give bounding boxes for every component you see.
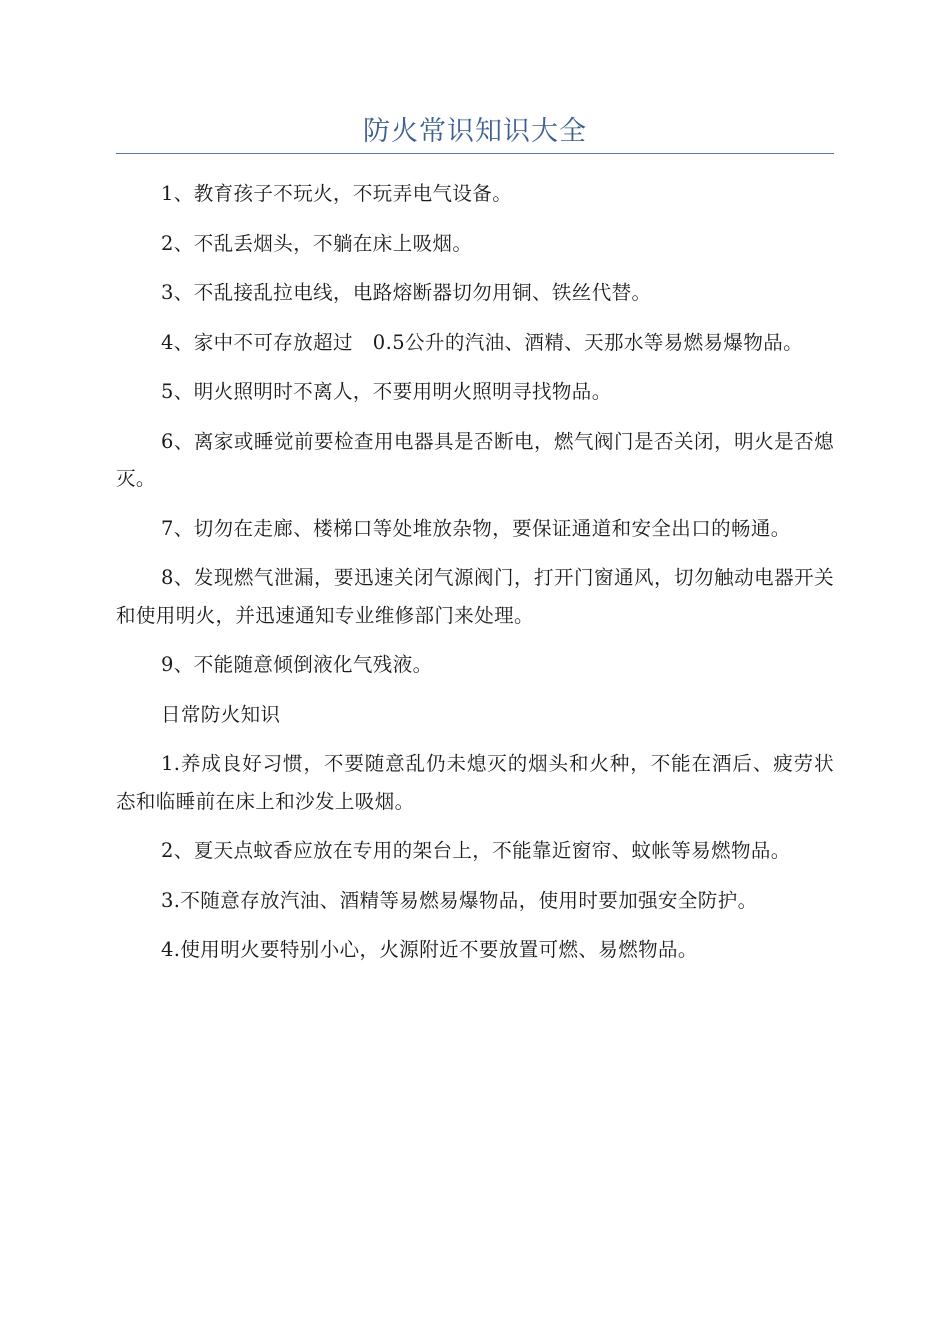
paragraph-1: 1、教育孩子不玩火，不玩弄电气设备。 [161,182,513,205]
paragraph-5: 5、明火照明时不离人，不要用明火照明寻找物品。 [161,380,612,403]
paragraph-8: 8、发现燃气泄漏，要迅速关闭气源阀门，打开门窗通风，切勿触动电器开关和使用明火，并迅速通知专业维修部门来处理。 [116,566,834,627]
paragraph-3: 3、不乱接乱拉电线，电路熔断器切勿用铜、铁丝代替。 [161,281,652,304]
section-heading-daily-fire-safety: 日常防火知识 [161,702,281,726]
paragraph-7: 7、切勿在走廊、楼梯口等处堆放杂物，要保证通道和安全出口的畅通。 [161,516,791,540]
paragraph-6: 6、离家或睡觉前要检查用电器具是否断电，燃气阀门是否关闭，明火是否熄灭。 [116,429,834,490]
paragraph-2: 2、不乱丢烟头，不躺在床上吸烟。 [161,231,473,255]
daily-tip-2: 2、夏天点蚊香应放在专用的架台上，不能靠近窗帘、蚊帐等易燃物品。 [161,839,791,862]
daily-tip-1: 1.养成良好习惯，不要随意乱仍未熄灭的烟头和火种，不能在酒后、疲劳状态和临睡前在床上和沙发上吸烟。 [116,752,834,813]
paragraph-9: 9、不能随意倾倒液化气残液。 [161,653,433,676]
daily-tip-3: 3.不随意存放汽油、酒精等易燃易爆物品，使用时要加强安全防护。 [161,888,758,912]
page-title: 防火常识知识大全 [363,116,587,147]
paragraph-4: 4、家中不可存放超过 0.5公升的汽油、酒精、天那水等易燃易爆物品。 [161,330,804,354]
title-underline [116,153,834,154]
document-body [116,175,834,981]
daily-tip-4: 4.使用明火要特别小心，火源附近不要放置可燃、易燃物品。 [161,938,698,961]
